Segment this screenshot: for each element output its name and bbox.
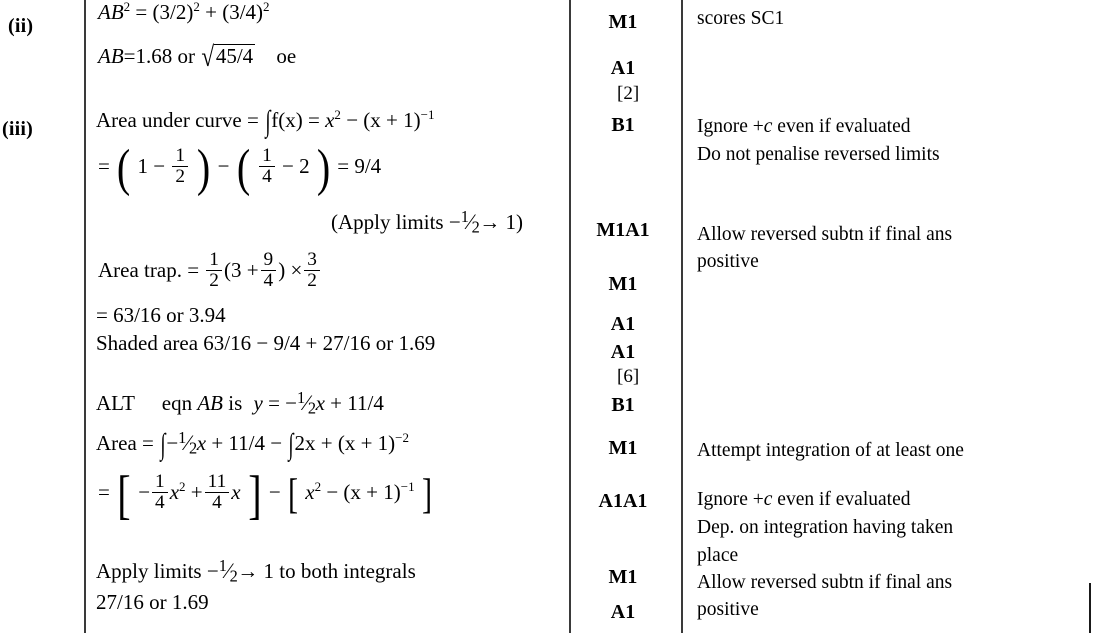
ab-value: =1.68 or	[123, 44, 195, 69]
equals-group-1: = (3/2)	[135, 0, 194, 24]
part-label-iii: (iii)	[2, 118, 33, 140]
exponent-2c: 2	[263, 0, 270, 14]
guidance-positive-1: positive	[697, 251, 759, 272]
mark-a1a1: A1A1	[598, 490, 648, 512]
mark-a1-3: A1	[610, 341, 636, 363]
mark-m1a1: M1A1	[596, 219, 650, 241]
area-under-curve-label: Area under curve =	[96, 108, 259, 132]
exponent-2f: 2	[314, 479, 322, 494]
area-trap-label: Area trap. =	[98, 258, 200, 282]
constant-c-2: c	[763, 489, 773, 510]
fraction-three-halves: $\frac{3}{2}$	[304, 250, 320, 290]
mark-m1-3: M1	[608, 437, 638, 459]
guidance-ignore-c-2: Ignore +c even if evaluated	[697, 489, 911, 510]
alt-label: ALT	[96, 390, 135, 415]
solution-iii-line2: = ( 1 − $\frac{1}{2}$ ) − ( $\frac{1}{4}$ − 2 ) = 9/4	[98, 140, 382, 198]
ab-symbol-3: AB	[197, 390, 223, 415]
eqn-word: eqn	[161, 390, 193, 415]
variable-x-b1: x	[169, 480, 180, 504]
plus-group: + (3/4)	[205, 0, 264, 24]
alt-rest: + 11/4	[330, 390, 384, 415]
guidance-place: place	[697, 545, 739, 566]
oe-note: oe	[276, 44, 297, 69]
exponent-2d: 2	[334, 107, 341, 122]
guidance-scores-sc1: scores SC1	[697, 8, 785, 29]
minus-two: − 2	[282, 154, 310, 178]
guidance-allow-reversed-1: Allow reversed subtn if final ans	[697, 224, 953, 245]
column-divider-part-solution	[84, 0, 86, 633]
mark-a1-1: A1	[610, 57, 636, 79]
variable-x-b2: x	[231, 480, 241, 504]
fraction-half-trap: $\frac{1}{2}$	[206, 250, 222, 290]
variable-y: y	[253, 390, 263, 415]
minus-sign-2: −	[217, 154, 230, 178]
fraction-eleven-quarters: $\frac{11}{4}$	[205, 472, 230, 512]
apply-limits-note-1	[331, 209, 523, 236]
mark-m1-4: M1	[608, 566, 638, 588]
apply-limits-open: (Apply limits −	[331, 209, 461, 234]
variable-x-b3: x	[305, 480, 315, 504]
alt-area-mid: + 11/4 −	[211, 430, 283, 455]
equals-sign-1: =	[308, 108, 320, 132]
fraction-half-slant-3: $^1$⁄2	[178, 428, 197, 458]
apply-limits-close: → 1)	[479, 209, 523, 234]
exponent-2e: 2	[179, 479, 186, 494]
guidance-do-not-penalise: Do not penalise reversed limits	[697, 144, 940, 165]
fraction-half-slant-1: $^1$⁄2	[460, 207, 480, 237]
mark-m1-2: M1	[608, 273, 638, 295]
fraction-nine-quarters: $\frac{9}{4}$	[261, 250, 277, 290]
alt-area-integral-line: Area = ∫−$^1$⁄2x + $11/4 - \int 2x + (x + 1)^{-2}$	[96, 428, 410, 462]
apply-limits-both-open: Apply limits −	[96, 558, 219, 583]
variable-x: x	[325, 108, 335, 132]
trap-mid: (3 +	[223, 258, 259, 282]
page-edge-rule	[1089, 583, 1091, 633]
variable-x-alt: x	[315, 390, 325, 415]
shaded-area-line: Shaded area 63/16 − 9/4 + 27/16 or 1.69	[96, 331, 436, 355]
square-root	[200, 44, 255, 72]
apply-limits-both-close: → 1 to both integrals	[237, 558, 416, 583]
is-word: is	[228, 390, 243, 415]
total-marks-6: [6]	[617, 366, 640, 387]
alt-equals-minus: = −	[268, 390, 298, 415]
result-nine-quarters: = 9/4	[337, 154, 382, 178]
bracket-minus-2: −	[268, 480, 281, 504]
equals-sign-3: =	[98, 480, 110, 504]
ab-symbol-2: AB	[98, 44, 124, 69]
radicand: 45/4	[215, 44, 254, 69]
mark-b1-2: B1	[611, 394, 635, 416]
part-label-ii: (ii)	[8, 15, 34, 37]
trap-close: ) ×	[278, 258, 303, 282]
trap-value-line: = 63/16 or 3.94	[96, 303, 226, 327]
equals-sign-2: =	[98, 154, 110, 178]
exponent-minus2: −2	[395, 429, 410, 445]
guidance-dep-on-integration: Dep. on integration having taken	[697, 517, 954, 538]
solution-ii-line1	[98, 2, 270, 23]
constant-c-1: c	[763, 116, 773, 137]
ab-symbol: AB	[98, 0, 124, 24]
mark-m1-1: M1	[608, 11, 638, 33]
bracket-minus: −	[138, 480, 151, 504]
guidance-positive-2: positive	[697, 599, 759, 620]
final-value-line: 27/16 or 1.69	[96, 590, 209, 614]
guidance-allow-reversed-2: Allow reversed subtn if final ans	[697, 572, 953, 593]
exponent-minus1: −1	[420, 107, 435, 122]
minus-sign-1: −	[153, 154, 166, 178]
variable-x-area: x	[196, 430, 207, 455]
fraction-half-slant-2: $^1$⁄2	[297, 388, 316, 418]
mark-a1-2: A1	[610, 313, 636, 335]
alt-area-term: 2x + (x + 1)	[294, 430, 396, 455]
solution-iii-line1: Area under curve = $\int f(x) = x^2 - (x + 1)^{-1}$	[96, 105, 435, 139]
mark-a1-4: A1	[610, 601, 636, 623]
guidance-ignore-c-1: Ignore +c even if evaluated	[697, 116, 911, 137]
total-marks-2: [2]	[617, 83, 640, 104]
mark-b1-1: B1	[611, 114, 635, 136]
fraction-one-half: $\frac{1}{2}$	[172, 146, 188, 186]
column-divider-marks-guidance	[681, 0, 683, 633]
apply-limits-note-2	[96, 558, 416, 585]
alt-bracket-line: = [ − $\frac{1}{4}$ $x^2$ + $\frac{11}{4}$ x ] − [ $x^2 - (x + 1)^{-1}$ ]	[98, 465, 432, 526]
radical-sign: √	[201, 42, 215, 73]
bracket-inner: − (x + 1)	[326, 480, 401, 504]
solution-area-trapezium	[98, 249, 322, 292]
exponent-2b: 2	[193, 0, 200, 14]
exponent-minus1b: −1	[400, 479, 415, 494]
fraction-half-slant-4: $^1$⁄2	[218, 556, 238, 586]
alt-area-label: Area =	[96, 430, 154, 455]
exponent-2: 2	[123, 0, 131, 14]
bracket-plus: +	[190, 480, 203, 504]
solution-ii-line2	[98, 44, 296, 72]
alt-equation-line	[96, 390, 384, 417]
fraction-one-quarter: $\frac{1}{4}$	[259, 146, 275, 186]
fraction-one-quarter-alt: $\frac{1}{4}$	[152, 472, 168, 512]
minus-term: − (x + 1)	[346, 108, 421, 132]
function-fx: f(x)	[271, 108, 303, 132]
one-term: 1	[137, 154, 148, 178]
guidance-attempt-integration: Attempt integration of at least one	[697, 440, 964, 461]
